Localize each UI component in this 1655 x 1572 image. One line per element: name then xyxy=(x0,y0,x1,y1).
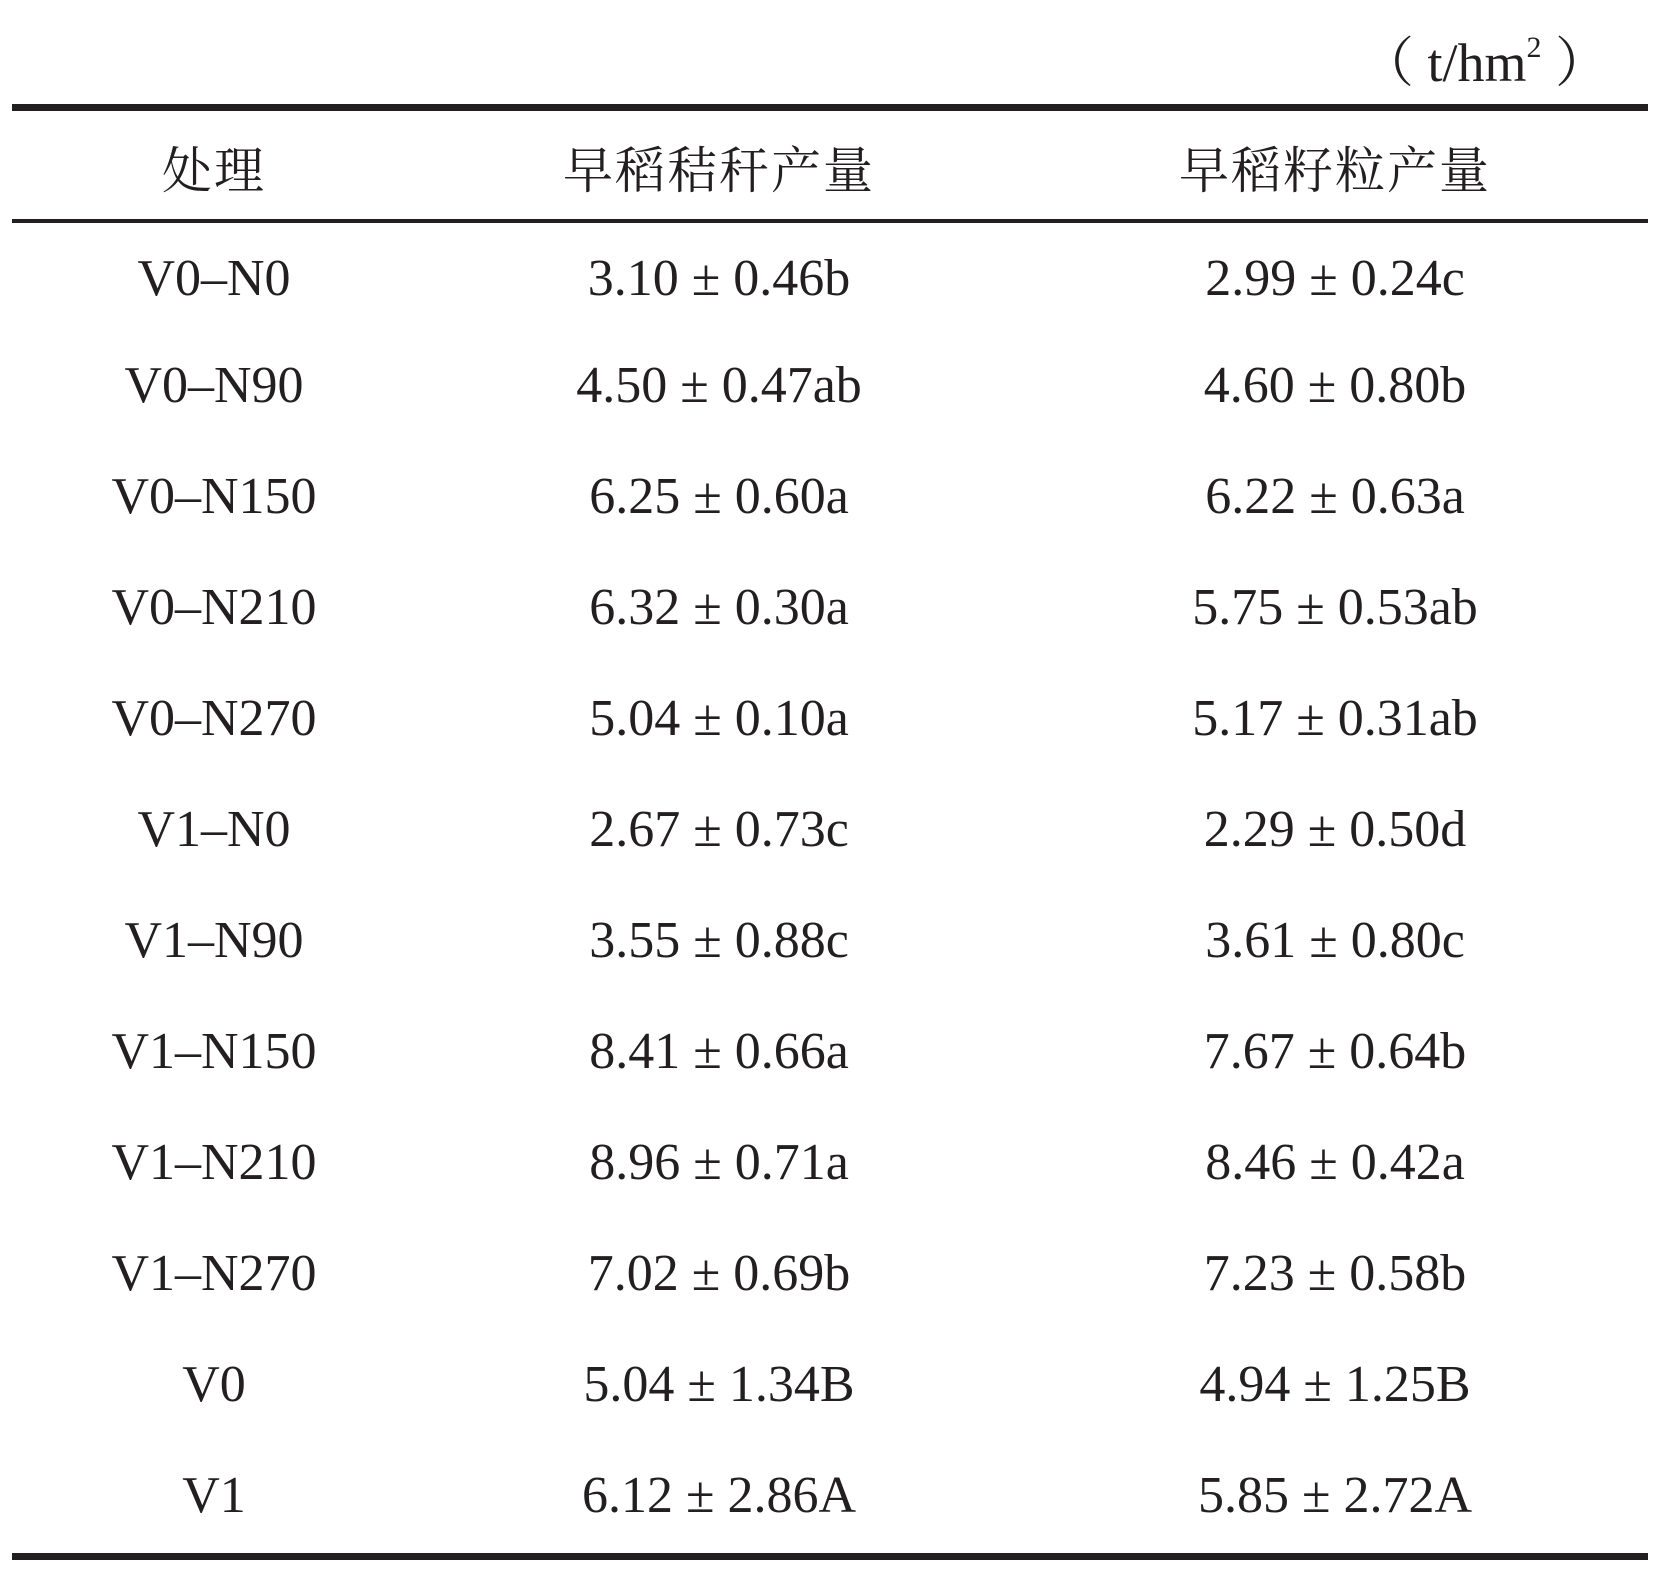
treatment-cell: V1–N150 xyxy=(111,1023,317,1080)
bottom-rule xyxy=(12,1553,1648,1560)
unit-exponent: 2 xyxy=(1526,31,1542,64)
straw-yield-cell: 8.96 ± 0.71a xyxy=(589,1134,849,1191)
grain-yield-cell: 8.46 ± 0.42a xyxy=(1205,1134,1465,1191)
table-row xyxy=(12,330,1648,441)
straw-yield-cell: 6.25 ± 0.60a xyxy=(589,468,849,525)
treatment-cell: V1–N270 xyxy=(111,1245,317,1302)
treatment-cell: V0–N150 xyxy=(111,468,317,525)
treatment-cell: V0–N90 xyxy=(124,357,304,414)
table-row xyxy=(12,1440,1648,1551)
straw-yield-cell: 5.04 ± 0.10a xyxy=(589,690,849,747)
treatment-cell: V1 xyxy=(182,1467,246,1524)
grain-yield-cell: 7.23 ± 0.58b xyxy=(1203,1245,1467,1302)
table-row xyxy=(12,1329,1648,1440)
straw-yield-cell: 8.41 ± 0.66a xyxy=(589,1023,849,1080)
grain-yield-cell: 2.29 ± 0.50d xyxy=(1203,801,1467,858)
top-rule xyxy=(12,104,1648,111)
straw-yield-cell: 6.32 ± 0.30a xyxy=(589,579,849,636)
unit-open-paren: （ xyxy=(1360,33,1428,93)
treatment-cell: V0–N270 xyxy=(111,690,317,747)
grain-yield-cell: 3.61 ± 0.80c xyxy=(1205,912,1465,969)
header-treatment: 处理 xyxy=(162,142,266,200)
header-grain-yield: 早稻籽粒产量 xyxy=(1179,142,1491,200)
table-row xyxy=(12,996,1648,1107)
table-row xyxy=(12,885,1648,996)
grain-yield-cell: 5.17 ± 0.31ab xyxy=(1192,690,1478,747)
table-row xyxy=(12,663,1648,774)
grain-yield-cell: 5.75 ± 0.53ab xyxy=(1192,579,1478,636)
treatment-cell: V1–N210 xyxy=(111,1134,317,1191)
straw-yield-cell: 4.50 ± 0.47ab xyxy=(576,357,862,414)
unit-label xyxy=(1360,14,1610,97)
straw-yield-cell: 3.55 ± 0.88c xyxy=(589,912,849,969)
grain-yield-cell: 6.22 ± 0.63a xyxy=(1205,468,1465,525)
straw-yield-cell: 2.67 ± 0.73c xyxy=(589,801,849,858)
grain-yield-cell: 4.60 ± 0.80b xyxy=(1203,357,1467,414)
table-row xyxy=(12,441,1648,552)
header-row xyxy=(12,111,1648,219)
treatment-cell: V0–N0 xyxy=(137,250,291,307)
unit-base: t/hm xyxy=(1427,33,1527,93)
straw-yield-cell: 7.02 ± 0.69b xyxy=(587,1245,851,1302)
table-row xyxy=(12,219,1648,330)
grain-yield-cell: 2.99 ± 0.24c xyxy=(1205,250,1465,307)
straw-yield-cell: 5.04 ± 1.34B xyxy=(583,1356,855,1413)
header-straw-yield: 早稻秸秆产量 xyxy=(563,142,875,200)
table-row xyxy=(12,1218,1648,1329)
grain-yield-cell: 5.85 ± 2.72A xyxy=(1197,1467,1473,1524)
treatment-cell: V1–N0 xyxy=(137,801,291,858)
table-row xyxy=(12,552,1648,663)
treatment-cell: V0–N210 xyxy=(111,579,317,636)
table-row xyxy=(12,774,1648,885)
grain-yield-cell: 4.94 ± 1.25B xyxy=(1199,1356,1471,1413)
treatment-cell: V0 xyxy=(182,1356,246,1413)
treatment-cell: V1–N90 xyxy=(124,912,304,969)
grain-yield-cell: 7.67 ± 0.64b xyxy=(1203,1023,1467,1080)
unit-close-paren: ） xyxy=(1541,33,1610,93)
yield-table xyxy=(12,111,1648,1551)
straw-yield-cell: 6.12 ± 2.86A xyxy=(581,1467,857,1524)
straw-yield-cell: 3.10 ± 0.46b xyxy=(587,250,851,307)
table-row xyxy=(12,1107,1648,1218)
